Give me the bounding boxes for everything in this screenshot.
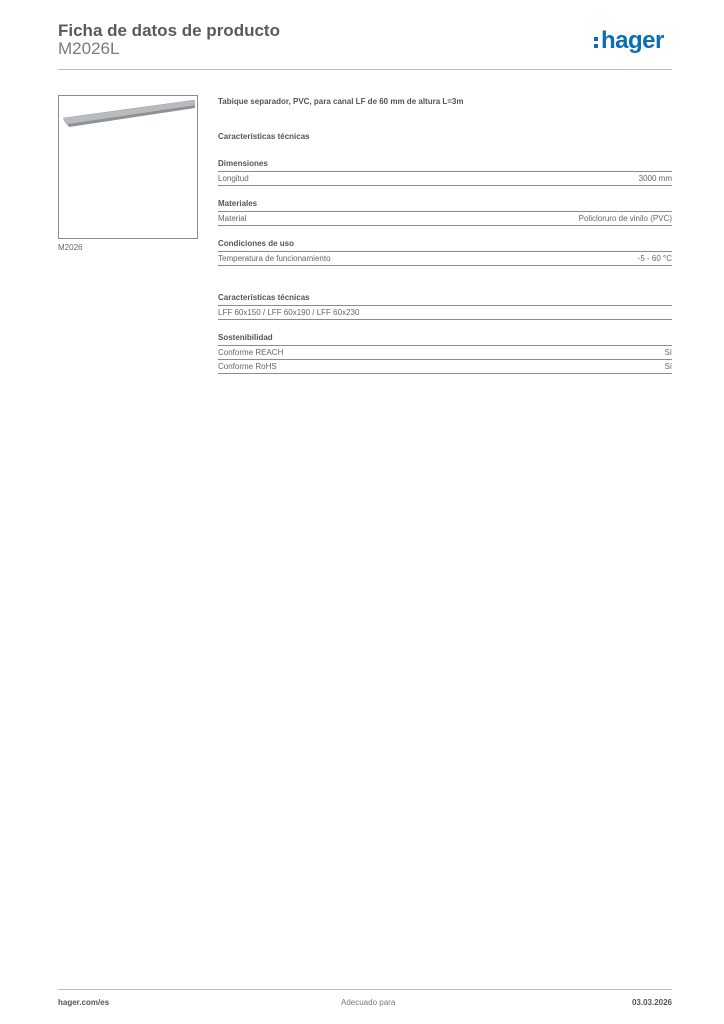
section-title: Dimensiones [218, 158, 672, 172]
product-image [58, 95, 198, 239]
section-materiales [218, 198, 672, 226]
image-caption: M2026 [58, 243, 83, 252]
table-row [218, 360, 672, 374]
logo-dots-icon [594, 37, 598, 48]
product-description: Tabique separador, PVC, para canal LF de 60 mm de altura L=3m [218, 97, 464, 106]
section-sostenibilidad [218, 332, 672, 374]
row-value: 3000 mm [638, 174, 672, 183]
page-title: Ficha de datos de producto [58, 21, 280, 40]
hager-logo [594, 26, 664, 56]
row-value: Sí [664, 362, 672, 371]
section-condiciones-de-uso [218, 238, 672, 266]
row-label: Longitud [218, 174, 249, 183]
logo-text: hager [601, 27, 664, 54]
row-label: Conforme REACH [218, 348, 284, 357]
section-title: Características técnicas [218, 292, 672, 306]
row-label: Temperatura de funcionamiento [218, 254, 331, 263]
row-value: Policloruro de vinilo (PVC) [578, 214, 672, 223]
table-row [218, 346, 672, 360]
section-title: Condiciones de uso [218, 238, 672, 252]
section-dimensiones [218, 158, 672, 186]
section-title: Materiales [218, 198, 672, 212]
separator-profile-icon [59, 96, 197, 238]
footer-divider [58, 989, 672, 990]
product-details [218, 96, 672, 374]
footer-website: hager.com/es [58, 998, 110, 1007]
row-label: Material [218, 214, 247, 223]
footer-center-text: Adecuado para [341, 998, 396, 1007]
section-caracteristicas-tecnicas [218, 292, 672, 320]
table-row [218, 306, 672, 320]
tech-characteristics-heading: Características técnicas [218, 132, 310, 141]
row-label: Conforme RoHS [218, 362, 277, 371]
product-code: M2026L [58, 39, 120, 58]
row-label: LFF 60x150 / LFF 60x190 / LFF 60x230 [218, 308, 360, 317]
table-row [218, 212, 672, 226]
section-title: Sostenibilidad [218, 332, 672, 346]
table-row [218, 252, 672, 266]
row-value: -5 - 60 °C [637, 254, 672, 263]
table-row [218, 172, 672, 186]
row-value: Sí [664, 348, 672, 357]
footer-date: 03.03.2026 [631, 998, 672, 1007]
header-divider [58, 69, 672, 70]
